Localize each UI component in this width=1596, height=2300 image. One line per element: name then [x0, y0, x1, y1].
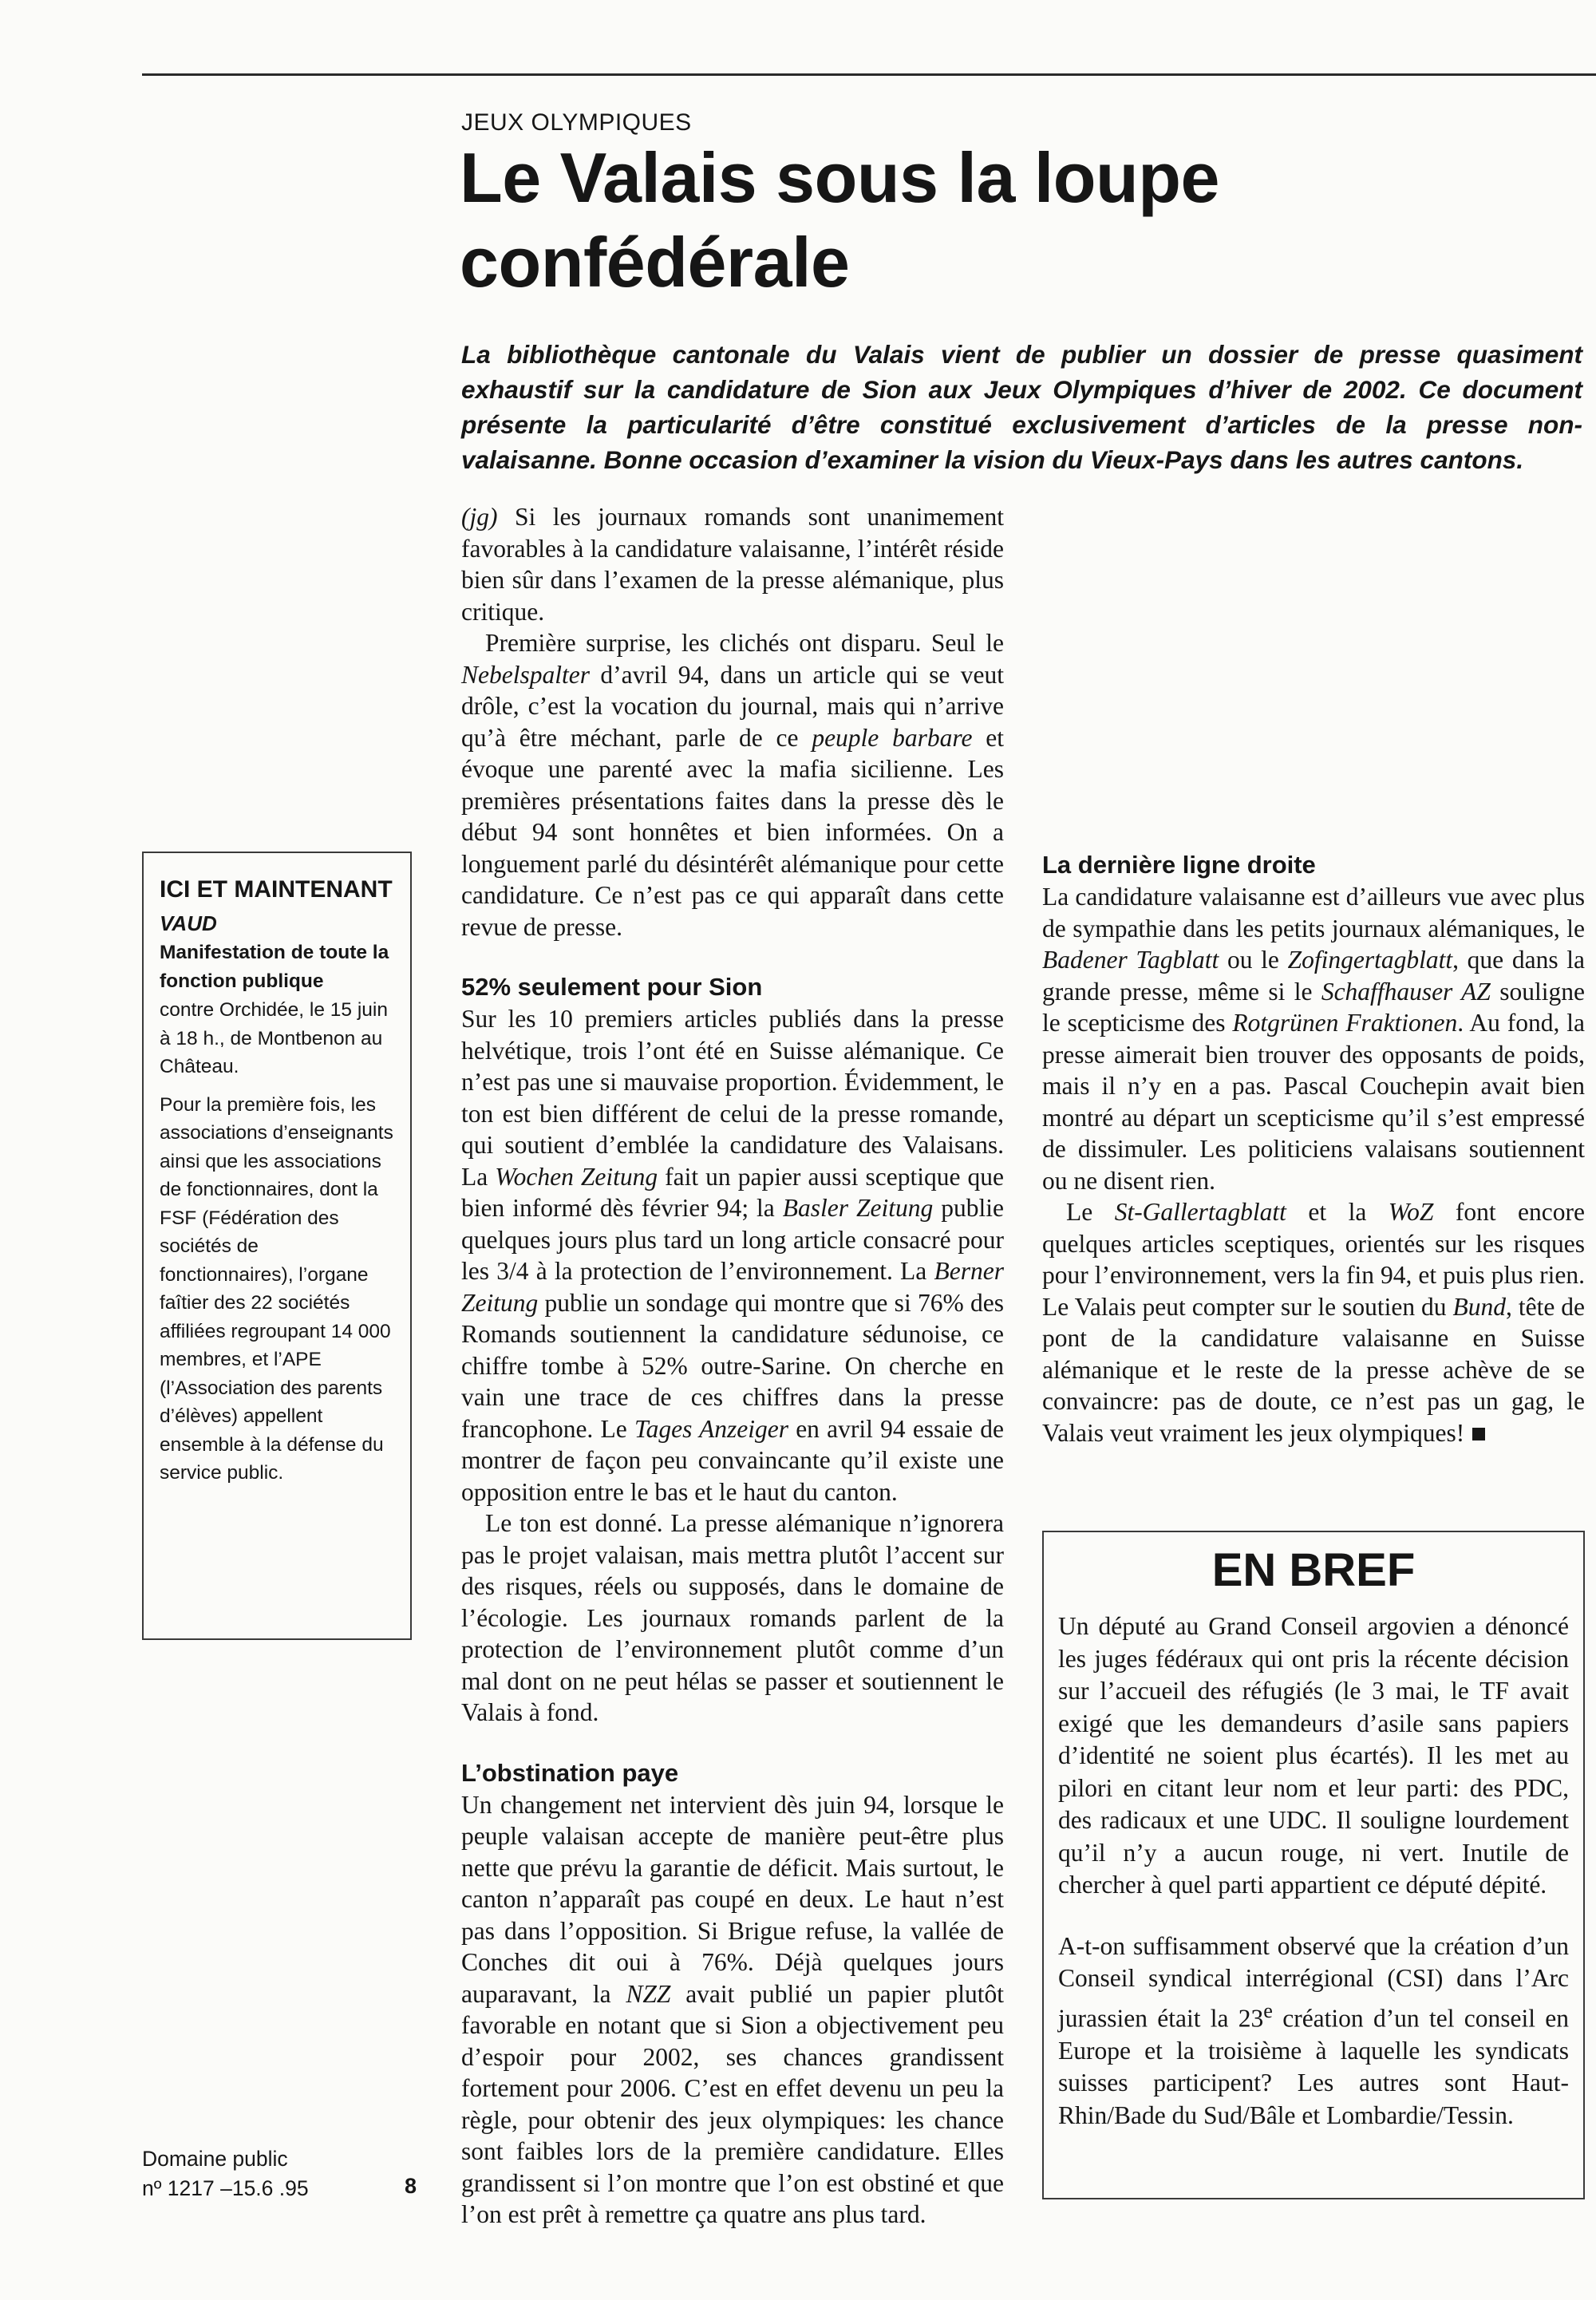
article-column-1	[461, 501, 1004, 2231]
paragraph-start: Un changement net intervient dès juin 94, lorsque le peuple valaisan accepte de manière peut-être plus nette que prévu la garantie de déficit. Mais surtout, le canton n’apparaît pas coupé en deux. Le haut n’est pas dans l’opposition. Si Brigue refuse, la vallée de Conches dit oui à 76%. Déjà quelques jours auparavant, la NZZ avait publié un papier plutôt favorable en notant que si Sion a objectivement peu d’espoir pour 2002, ses chances grandissent fortement pour 2006. C’est en effet devenu un peu la règle, pour obtenir des jeux olympiques: les chance sont faibles lors de la première candidature. Elles grandissent si l’on montre que l’on est obstiné et que l’on est prêt à remettre ça quatre ans plus tard.	[461, 1790, 1004, 2228]
section-kicker: JEUX OLYMPIQUES	[461, 109, 692, 136]
en-bref-box	[1042, 1531, 1585, 2199]
sidebar-event-details: contre Orchidée, le 15 juin à 18 h., de Montbenon au Château.	[160, 999, 388, 1077]
end-of-article-mark	[1472, 1428, 1485, 1440]
author-initials: (jg)	[461, 503, 498, 531]
publication-name: Domaine public	[142, 2147, 288, 2171]
sidebar-body: Pour la première fois, les associations d’enseignants ainsi que les associations de fonctionnaires, dont la FSF (Fédération des sociétés de fonctionnaires), l’organe faîtier des 22 sociétés affiliées regroupant 14 000 membres, et l’APE (l’Association des parents d’élèves) appellent ensemble à la défense du service public.	[160, 1093, 393, 1484]
page-number: 8	[405, 2174, 417, 2198]
sidebar-event-title: Manifestation de toute la fonction publique	[160, 942, 389, 992]
issue-number-date: nº 1217 –15.6 .95	[142, 2176, 309, 2200]
article-column-2	[1042, 501, 1585, 1448]
paragraph: Sur les 10 premiers articles publiés dans la presse helvétique, trois l’ont été en Suisse alémanique. Ce n’est pas une si mauvaise proportion. Évidemment, le ton est bien différent de celui de la presse romande, qui soutient d’emblée la candidature des Valaisans. La Wochen Zeitung fait un papier aussi sceptique que bien informé dès février 94; la Basler Zeitung publie quelques jours plus tard un long article consacré pour les 3/4 à la protection de l’environnement. La Berner Zeitung publie un sondage qui montre que si 76% des Romands soutiennent la candidature sédunoise, ce chiffre tombe à 52% outre-Sarine. On cherche en vain une trace de ces chiffres dans la presse francophone. Le Tages Anzeiger en avril 94 essaie de montrer de façon peu convaincante qu’il existe une opposition entre le bas et le haut du canton.	[461, 1005, 1004, 1506]
en-bref-paragraph: A-t-on suffisamment observé que la création d’un Conseil syndical interrégional (CSI) dans l’Arc jurassien était la 23e création d’un tel conseil en Europe et la troisième à laquelle les syndicats suisses participent? Les autres sont Haut-Rhin/Bade du Sud/Bâle et Lombardie/Tessin.	[1058, 1931, 1569, 2129]
section-heading: La dernière ligne droite	[1042, 851, 1316, 879]
paragraph: La candidature valaisanne est d’ailleurs vue avec plus de sympathie dans les petits journaux alémaniques, le Badener Tagblatt ou le Zofingertagblatt, que dans la grande presse, même si le Schaffhauser AZ souligne le scepticisme des Rotgrünen Fraktionen. Au fond, la presse aimerait bien trouver des opposants de poids, mais il n’y en a pas. Pascal Couchepin avait bien montré au départ un scepticisme qu’il s’est empressé de dissimuler. Les politiciens valaisans soutiennent ou ne disent rien.	[1042, 883, 1586, 1195]
sidebar-ici-et-maintenant	[142, 852, 412, 1640]
top-rule	[142, 73, 1596, 76]
article-lead: La bibliothèque cantonale du Valais vient de publier un dossier de presse quasiment exhaustif sur la candidature de Sion aux Jeux Olympiques d’hiver de 2002. Ce document présente la particularité d’être constitué exclusivement d’articles de la presse non-valaisanne. Bonne occasion d’examiner la vision du Vieux-Pays dans les autres cantons.	[461, 340, 1582, 474]
section-heading: 52% seulement pour Sion	[461, 973, 763, 1001]
paragraph: Le ton est donné. La presse alémanique n’ignorera pas le projet valaisan, mais mettra plutôt l’accent sur des risques, réels ou supposés, dans le domaine de l’écologie. Les journaux romands parlent de la protection de l’environnement plutôt comme d’un mal dont on ne peut hélas se passer et soutiennent le Valais à fond.	[461, 1509, 1004, 1726]
paragraph: Première surprise, les clichés ont disparu. Seul le Nebelspalter d’avril 94, dans un article qui se veut drôle, c’est la vocation du journal, mais qui n’arrive qu’à être méchant, parle de ce peuple barbare et évoque une parenté avec la mafia sicilienne. Les premières présentations faites dans la presse dès le début 94 sont honnêtes et bien informées. On a longuement parlé du désintérêt alémanique pour cette candidature. Ce n’est pas ce qui apparaît dans cette revue de presse.	[461, 629, 1005, 941]
paragraph: (jg) Si les journaux romands sont unanimement favorables à la candidature valaisanne, l’intérêt réside bien sûr dans l’examen de la presse alémanique, plus critique.	[461, 503, 1005, 626]
sidebar-heading: ICI ET MAINTENANT	[160, 876, 393, 903]
en-bref-heading: EN BREF	[1211, 1544, 1416, 1596]
en-bref-paragraph: Un député au Grand Conseil argovien a dénoncé les juges fédéraux qui ont pris la récente décision sur l’accueil des réfugiés (le 3 mai, le TF avait exigé que les demandeurs d’asile sans papiers d’identité ne soient plus écartés). Il les met au pilori en citant leur nom et leur parti: des PDC, des radicaux et une UDC. Il souligne lourdement qu’il n’y a aucun rouge, ni vert. Inutile de chercher à quel parti appartient ce député dépité.	[1058, 1612, 1569, 1899]
sidebar-region: VAUD	[160, 911, 217, 935]
publication-footer	[142, 2144, 309, 2203]
paragraph: Le St-Gallertagblatt et la WoZ font encore quelques articles sceptiques, orientés sur les risques pour l’environnement, vers la fin 94, et puis plus rien. Le Valais peut compter sur le soutien du Bund, tête de pont de la candidature valaisanne en Suisse alémanique et le reste de la presse achève de se convaincre: pas de doute, ce n’est pas un gag, le Valais veut vraiment les jeux olympiques!	[1042, 1198, 1585, 1447]
section-heading: L’obstination paye	[461, 1758, 679, 1787]
article-title: Le Valais sous la loupe confédérale	[460, 138, 1219, 302]
